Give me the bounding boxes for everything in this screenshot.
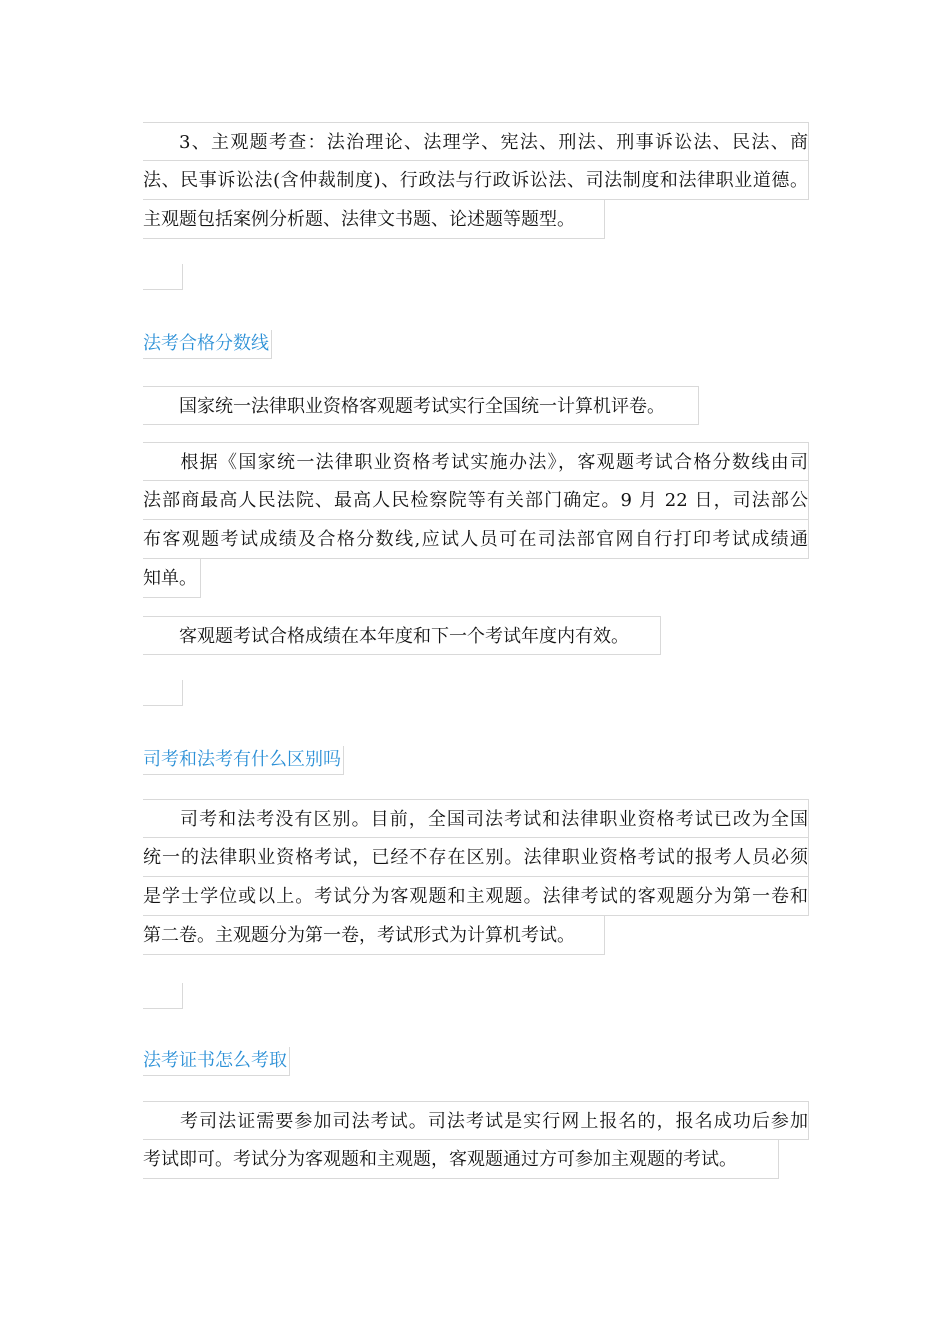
paragraph-line: 布客观题考试成绩及合格分数线,应试人员可在司法部官网自行打印考试成绩通 — [143, 520, 809, 559]
paragraph-line: 法、民事诉讼法(含仲裁制度)、行政法与行政诉讼法、司法制度和法律职业道德。 — [143, 161, 809, 200]
paragraph-line: 根据《国家统一法律职业资格考试实施办法》，客观题考试合格分数线由司 — [143, 442, 809, 481]
paragraph-line: 统一的法律职业资格考试，已经不存在区别。法律职业资格考试的报考人员必须 — [143, 838, 809, 877]
empty-paragraph-marker — [143, 983, 183, 1009]
paragraph-line: 主观题包括案例分析题、法律文书题、论述题等题型。 — [143, 200, 605, 239]
paragraph-line: 客观题考试合格成绩在本年度和下一个考试年度内有效。 — [143, 616, 661, 655]
empty-paragraph-marker — [143, 264, 183, 290]
section-heading-certificate: 法考证书怎么考取 — [143, 1047, 290, 1076]
paragraph-line: 国家统一法律职业资格客观题考试实行全国统一计算机评卷。 — [143, 386, 699, 425]
paragraph-how-to-obtain — [143, 1101, 809, 1179]
paragraph-no-difference — [143, 799, 809, 955]
paragraph-line: 考司法证需要参加司法考试。司法考试是实行网上报名的，报名成功后参加 — [143, 1101, 809, 1140]
paragraph-computer-grading — [143, 386, 809, 425]
paragraph-subjective-exam-scope — [143, 122, 809, 239]
paragraph-line: 司考和法考没有区别。目前，全国司法考试和法律职业资格考试已改为全国 — [143, 799, 809, 838]
paragraph-line: 第二卷。主观题分为第一卷，考试形式为计算机考试。 — [143, 916, 605, 955]
section-heading-passing-score: 法考合格分数线 — [143, 330, 272, 359]
paragraph-line: 是学士学位或以上。考试分为客观题和主观题。法律考试的客观题分为第一卷和 — [143, 877, 809, 916]
paragraph-passing-score-rules — [143, 442, 809, 598]
section-heading-difference: 司考和法考有什么区别吗 — [143, 746, 344, 775]
paragraph-score-validity — [143, 616, 809, 655]
paragraph-line: 3、主观题考查：法治理论、法理学、宪法、刑法、刑事诉讼法、民法、商 — [143, 122, 809, 161]
paragraph-line: 考试即可。考试分为客观题和主观题，客观题通过方可参加主观题的考试。 — [143, 1140, 779, 1179]
empty-paragraph-marker — [143, 680, 183, 706]
paragraph-line: 知单。 — [143, 559, 201, 598]
paragraph-line: 法部商最高人民法院、最高人民检察院等有关部门确定。9 月 22 日，司法部公 — [143, 481, 809, 520]
